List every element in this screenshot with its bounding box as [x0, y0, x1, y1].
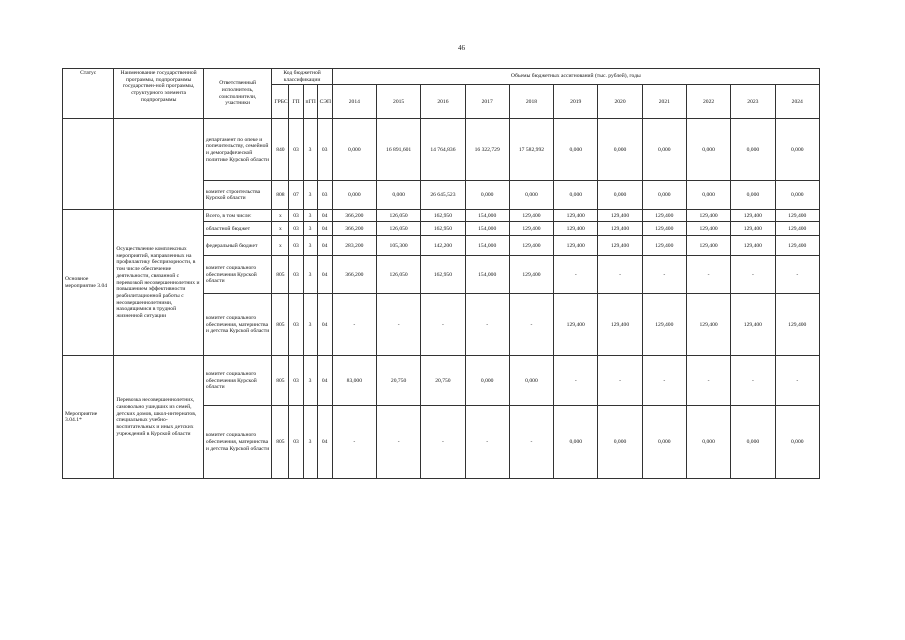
- value-cell: 14 764,836: [421, 119, 465, 181]
- value-cell: 0,000: [509, 181, 553, 210]
- value-cell: 129,400: [731, 236, 775, 256]
- value-cell: -: [775, 256, 819, 294]
- value-cell: 129,400: [686, 210, 730, 222]
- value-cell: 0,000: [554, 406, 598, 479]
- responsible-cell: областной бюджет: [203, 222, 271, 236]
- value-cell: 0,000: [465, 181, 509, 210]
- code-cell: 808: [272, 181, 289, 210]
- header-volumes: Объемы бюджетных ассигнований (тыс. рублей), годы: [332, 69, 819, 85]
- value-cell: 162,950: [421, 256, 465, 294]
- header-year: 2019: [554, 85, 598, 119]
- value-cell: 126,050: [376, 222, 420, 236]
- value-cell: 129,400: [731, 294, 775, 356]
- responsible-cell: комитет социального обеспечения, материнства и детства Курской области: [203, 406, 271, 479]
- value-cell: 129,400: [775, 236, 819, 256]
- value-cell: 129,400: [642, 210, 686, 222]
- value-cell: 0,000: [642, 406, 686, 479]
- value-cell: -: [332, 406, 376, 479]
- value-cell: 154,000: [465, 222, 509, 236]
- responsible-cell: комитет социального обеспечения Курской области: [203, 256, 271, 294]
- header-year: 2023: [731, 85, 775, 119]
- value-cell: 129,400: [598, 210, 642, 222]
- header-year: 2015: [376, 85, 420, 119]
- value-cell: 154,000: [465, 256, 509, 294]
- value-cell: 105,300: [376, 236, 420, 256]
- header-year: 2022: [686, 85, 730, 119]
- code-cell: 03: [289, 356, 303, 406]
- name-cell: Осуществление комплексных мероприятий, направленных на профилактику беспризорности, в том числе обеспечение деятельности, связанной с перевозкой несовершеннолетних и повышением эффективности реабилитационной работы с несовершеннолетними, находящимися в трудной жизненной ситуации: [114, 210, 204, 356]
- code-cell: 3: [303, 356, 317, 406]
- header-budget-code: Код бюджетной классификации: [272, 69, 332, 85]
- value-cell: 366,200: [332, 256, 376, 294]
- value-cell: 129,400: [509, 210, 553, 222]
- value-cell: 129,400: [554, 236, 598, 256]
- code-cell: 04: [317, 256, 332, 294]
- value-cell: 0,000: [554, 119, 598, 181]
- value-cell: 20,750: [376, 356, 420, 406]
- header-year: 2014: [332, 85, 376, 119]
- value-cell: 0,000: [731, 406, 775, 479]
- code-cell: 3: [303, 119, 317, 181]
- value-cell: 0,000: [775, 119, 819, 181]
- value-cell: 154,000: [465, 210, 509, 222]
- code-cell: 840: [272, 119, 289, 181]
- value-cell: -: [509, 294, 553, 356]
- responsible-cell: комитет социального обеспечения, материнства и детства Курской области: [203, 294, 271, 356]
- responsible-cell: департамент по опеке и попечительству, семейной и демографической политике Курской области: [203, 119, 271, 181]
- status-cell: Мероприятие 3.04.1*: [63, 356, 114, 479]
- value-cell: -: [554, 356, 598, 406]
- value-cell: -: [509, 406, 553, 479]
- header-year: 2021: [642, 85, 686, 119]
- code-cell: х: [272, 236, 289, 256]
- header-year: 2020: [598, 85, 642, 119]
- responsible-cell: комитет строительства Курской области: [203, 181, 271, 210]
- value-cell: 0,000: [376, 181, 420, 210]
- value-cell: -: [598, 256, 642, 294]
- value-cell: 0,000: [332, 119, 376, 181]
- name-cell: Перевозка несовершеннолетних, самовольно ушедших из семей, детских домов, школ-интернатов, специальных учебно-воспитательных и иных детских учреждений в Курской области: [114, 356, 204, 479]
- header-responsible: Ответственный исполнитель, соисполнители, участники: [203, 69, 271, 119]
- value-cell: 0,000: [642, 181, 686, 210]
- status-cell: Основное мероприятие 3.04: [63, 210, 114, 356]
- value-cell: -: [731, 356, 775, 406]
- value-cell: 129,400: [598, 294, 642, 356]
- code-cell: 3: [303, 181, 317, 210]
- value-cell: 129,400: [775, 210, 819, 222]
- value-cell: -: [642, 356, 686, 406]
- code-cell: 04: [317, 236, 332, 256]
- value-cell: 283,200: [332, 236, 376, 256]
- code-cell: 03: [317, 181, 332, 210]
- value-cell: 129,400: [509, 236, 553, 256]
- header-year: 2024: [775, 85, 819, 119]
- value-cell: 20,750: [421, 356, 465, 406]
- value-cell: 0,000: [598, 181, 642, 210]
- name-cell-empty: [114, 119, 204, 210]
- header-code-grbs: ГРБС: [272, 85, 289, 119]
- value-cell: 129,400: [598, 222, 642, 236]
- header-name: Наименование государственной программы, подпрограммы государствен-ной программы, структурного элемента подпрограммы: [114, 69, 204, 119]
- code-cell: 3: [303, 294, 317, 356]
- value-cell: -: [465, 406, 509, 479]
- code-cell: 03: [289, 406, 303, 479]
- value-cell: 83,000: [332, 356, 376, 406]
- value-cell: 0,000: [598, 119, 642, 181]
- header-status: Статус: [63, 69, 114, 119]
- value-cell: 0,000: [731, 119, 775, 181]
- code-cell: 3: [303, 236, 317, 256]
- value-cell: 162,950: [421, 210, 465, 222]
- value-cell: 129,400: [775, 222, 819, 236]
- value-cell: 142,200: [421, 236, 465, 256]
- code-cell: 03: [289, 256, 303, 294]
- code-cell: 04: [317, 356, 332, 406]
- value-cell: 0,000: [332, 181, 376, 210]
- value-cell: 154,000: [465, 236, 509, 256]
- code-cell: 04: [317, 222, 332, 236]
- value-cell: 129,400: [731, 210, 775, 222]
- value-cell: 0,000: [465, 356, 509, 406]
- responsible-cell: федеральный бюджет: [203, 236, 271, 256]
- value-cell: 129,400: [686, 294, 730, 356]
- code-cell: 04: [317, 406, 332, 479]
- value-cell: 0,000: [554, 181, 598, 210]
- header-year: 2017: [465, 85, 509, 119]
- value-cell: 0,000: [775, 181, 819, 210]
- value-cell: -: [376, 406, 420, 479]
- value-cell: 0,000: [731, 181, 775, 210]
- value-cell: -: [775, 356, 819, 406]
- value-cell: 0,000: [509, 356, 553, 406]
- value-cell: -: [731, 256, 775, 294]
- code-cell: 3: [303, 256, 317, 294]
- code-cell: 03: [289, 222, 303, 236]
- code-cell: 03: [289, 294, 303, 356]
- code-cell: 3: [303, 406, 317, 479]
- value-cell: 0,000: [686, 406, 730, 479]
- value-cell: 16 322,729: [465, 119, 509, 181]
- value-cell: 129,400: [554, 210, 598, 222]
- value-cell: 0,000: [642, 119, 686, 181]
- value-cell: 129,400: [598, 236, 642, 256]
- value-cell: 129,400: [731, 222, 775, 236]
- value-cell: 129,400: [554, 294, 598, 356]
- value-cell: -: [686, 256, 730, 294]
- value-cell: -: [421, 406, 465, 479]
- value-cell: -: [376, 294, 420, 356]
- value-cell: -: [465, 294, 509, 356]
- responsible-cell: комитет социального обеспечения Курской области: [203, 356, 271, 406]
- value-cell: 129,400: [554, 222, 598, 236]
- code-cell: 04: [317, 294, 332, 356]
- table-row: [63, 356, 820, 406]
- value-cell: 0,000: [686, 181, 730, 210]
- value-cell: 0,000: [686, 119, 730, 181]
- value-cell: 162,950: [421, 222, 465, 236]
- code-cell: 03: [289, 236, 303, 256]
- code-cell: 3: [303, 210, 317, 222]
- value-cell: 17 582,992: [509, 119, 553, 181]
- table-row: [63, 210, 820, 222]
- value-cell: 129,400: [686, 222, 730, 236]
- code-cell: 805: [272, 294, 289, 356]
- header-code-gp: ГП: [289, 85, 303, 119]
- header-year: 2018: [509, 85, 553, 119]
- value-cell: 16 891,601: [376, 119, 420, 181]
- value-cell: 129,400: [775, 294, 819, 356]
- value-cell: 366,200: [332, 222, 376, 236]
- code-cell: 03: [289, 210, 303, 222]
- code-cell: 07: [289, 181, 303, 210]
- header-year: 2016: [421, 85, 465, 119]
- value-cell: -: [642, 256, 686, 294]
- value-cell: 366,200: [332, 210, 376, 222]
- budget-allocation-table: [62, 68, 820, 479]
- value-cell: -: [554, 256, 598, 294]
- code-cell: 805: [272, 356, 289, 406]
- value-cell: 129,400: [509, 222, 553, 236]
- value-cell: 126,050: [376, 210, 420, 222]
- value-cell: 129,400: [642, 294, 686, 356]
- header-code-sep: СЭП: [317, 85, 332, 119]
- code-cell: 3: [303, 222, 317, 236]
- header-code-pgp: пГП: [303, 85, 317, 119]
- code-cell: х: [272, 210, 289, 222]
- code-cell: 805: [272, 406, 289, 479]
- value-cell: 0,000: [775, 406, 819, 479]
- value-cell: -: [598, 356, 642, 406]
- status-cell-empty: [63, 119, 114, 210]
- value-cell: 26 645,523: [421, 181, 465, 210]
- code-cell: 805: [272, 256, 289, 294]
- code-cell: 03: [289, 119, 303, 181]
- value-cell: 0,000: [598, 406, 642, 479]
- value-cell: 129,400: [642, 222, 686, 236]
- code-cell: х: [272, 222, 289, 236]
- value-cell: 129,400: [642, 236, 686, 256]
- page-number: 46: [458, 44, 465, 52]
- value-cell: -: [332, 294, 376, 356]
- responsible-cell: Всего, в том числе:: [203, 210, 271, 222]
- value-cell: -: [686, 356, 730, 406]
- value-cell: 126,050: [376, 256, 420, 294]
- table-row: [63, 119, 820, 181]
- code-cell: 03: [317, 119, 332, 181]
- value-cell: -: [421, 294, 465, 356]
- code-cell: 04: [317, 210, 332, 222]
- value-cell: 129,400: [509, 256, 553, 294]
- value-cell: 129,400: [686, 236, 730, 256]
